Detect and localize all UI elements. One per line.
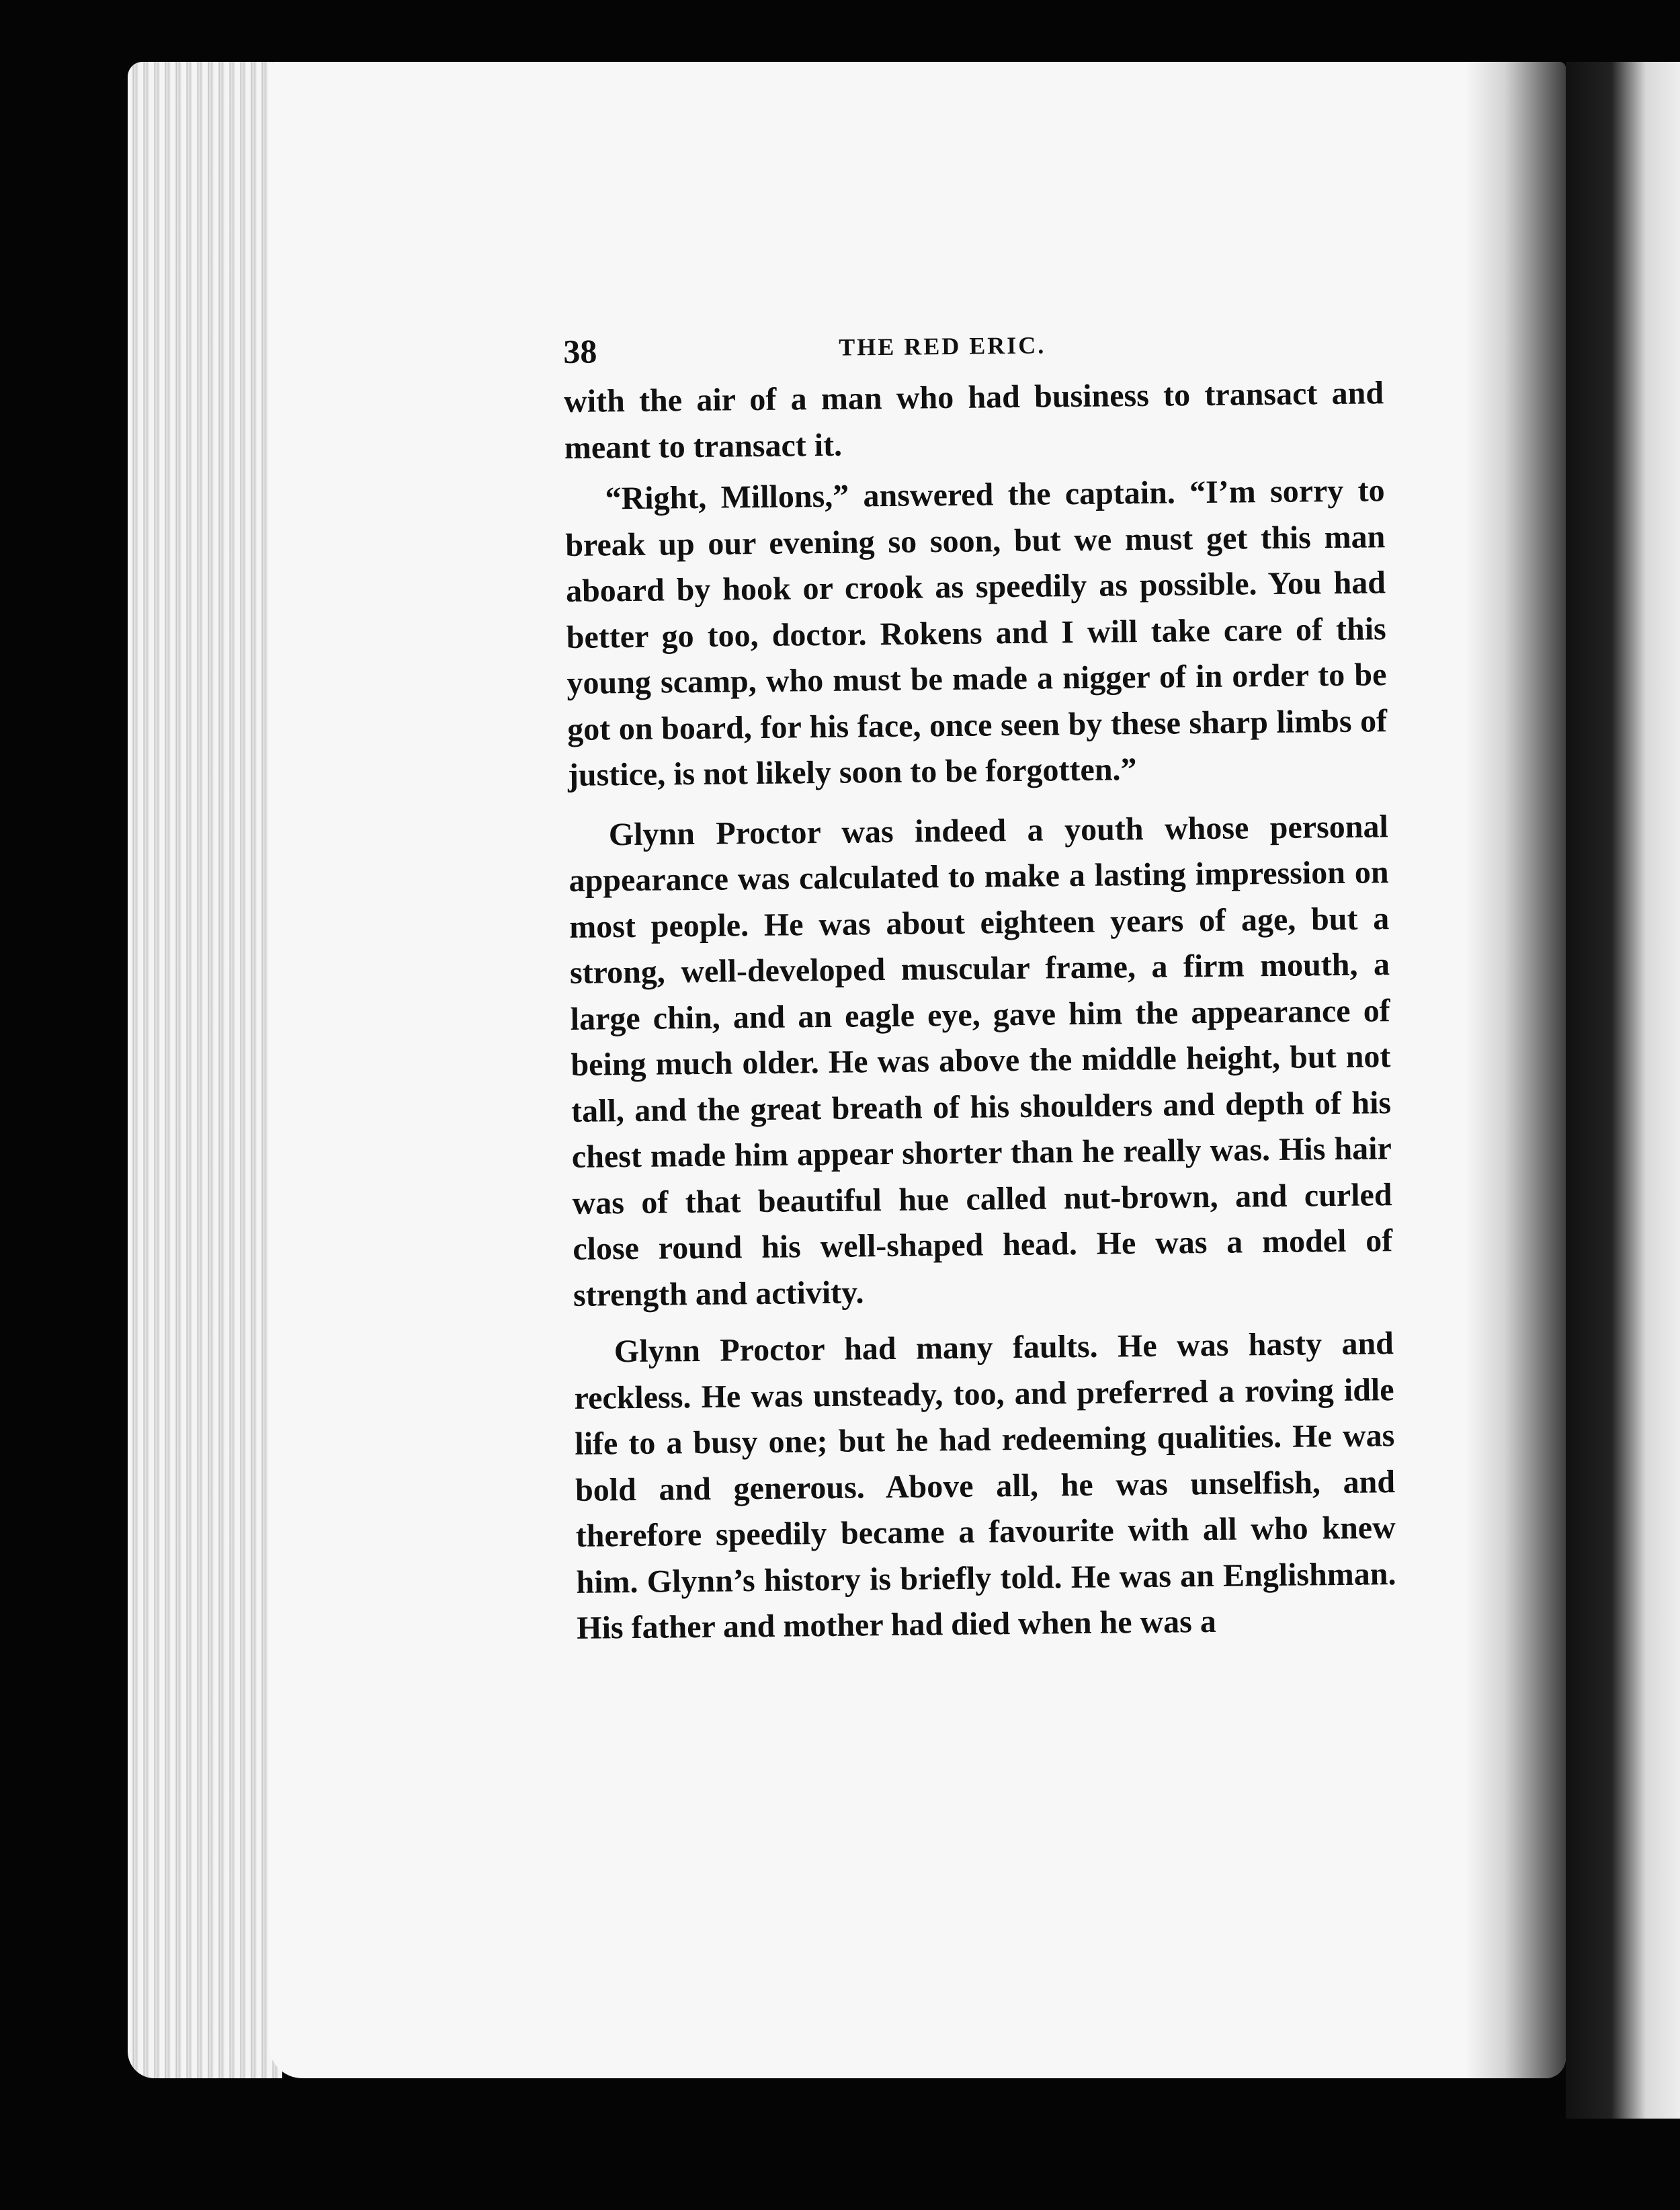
page-number: 38 [563, 332, 597, 370]
page-content [563, 323, 1396, 1651]
book-page-edges [128, 62, 282, 2078]
paragraph-2: “Right, Millons,” answered the captain. “I’m sorry to break up our evening so soon, but we must get this man aboard by hook or crook as speedily as possible. You had better go too, doctor. Rokens and I will take care of this young scamp, who must be made a nigger of in order to be got on board, for his face, once seen by these sharp limbs of justice, is not likely soon to be forgotten.” [565, 473, 1388, 793]
running-title: THE RED ERIC. [839, 331, 1046, 361]
paragraph-3: Glynn Proctor was indeed a youth whose personal appearance was calculated to make a lasting impression on most people. He was about eighteen years of age, but a strong, well-developed muscular frame, a firm mouth, a large chin, and an eagle eye, gave him the appearance of being much older. He was above the middle height, but not tall, and the great breath of his shoulders and depth of his chest made him appear shorter than he really was. His hair was of that beautiful hue called nut-brown, and curled close round his well-shaped head. He was a model of strength and activity. [569, 808, 1393, 1313]
paragraph-1: with the air of a man who had business to transact and meant to transact it. [563, 375, 1384, 466]
book-spine-shadow [1566, 62, 1680, 2119]
page-gutter-shadow [1465, 62, 1566, 2078]
paragraph-4: Glynn Proctor had many faults. He was hasty and reckless. He was unsteady, too, and preferred a roving idle life to a busy one; but he had redeeming qualities. He was bold and generous. Above all, he was unselfish, and therefore speedily became a favourite with all who knew him. Glynn’s history is briefly told. He was an Englishman. His father and mother had died when he was a [574, 1325, 1396, 1646]
running-head [563, 323, 1384, 379]
